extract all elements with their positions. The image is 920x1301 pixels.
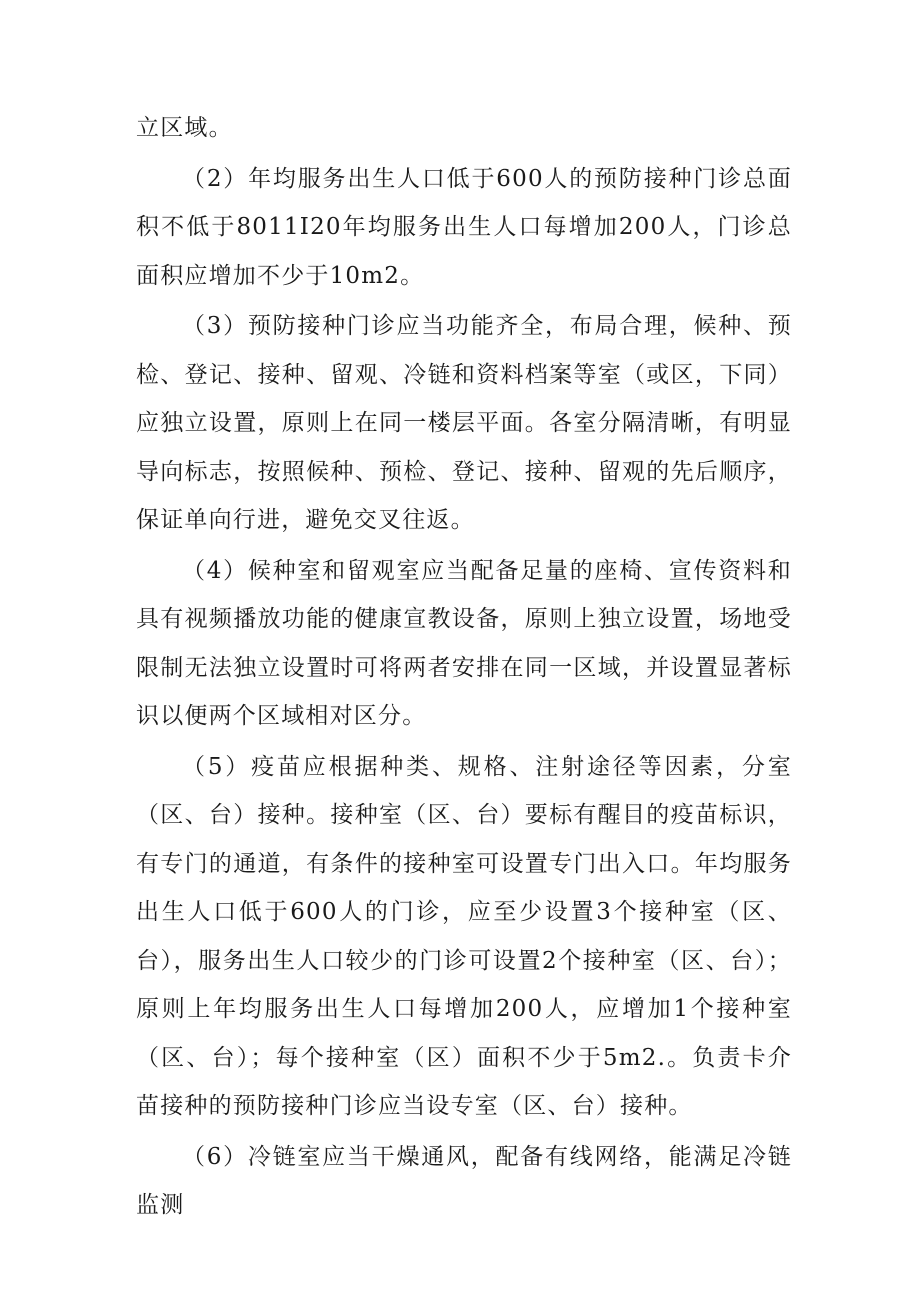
paragraph-5: （5）疫苗应根据种类、规格、注射途径等因素，分室（区、台）接种。接种室（区、台）要标有醒目的疫苗标识，有专门的通道，有条件的接种室可设置专门出入口。年均服务出生人口低于600人的门诊，应至少设置3个接种室（区、台），服务出生人口较少的门诊可设置2个接种室（区、台）；原则上年均服务出生人口每增加200人，应增加1个接种室（区、台）；每个接种室（区）面积不少于5m2.。负责卡介苗接种的预防接种门诊应当设专室（区、台）接种。 [136,753,792,1119]
paragraph-1: 立区域。 [136,115,233,141]
paragraph-3: （3）预防接种门诊应当功能齐全，布局合理，候种、预检、登记、接种、留观、冷链和资料档案等室（或区，下同）应独立设置，原则上在同一楼层平面。各室分隔清晰，有明显导向标志，按照候种、预检、登记、接种、留观的先后顺序，保证单向行进，避免交叉往返。 [136,313,792,533]
paragraph-4: （4）候种室和留观室应当配备足量的座椅、宣传资料和具有视频播放功能的健康宣教设备，原则上独立设置，场地受限制无法独立设置时可将两者安排在同一区域，并设置显著标识以便两个区域相对区分。 [136,557,792,729]
paragraph-6: （6）冷链室应当干燥通风，配备有线网络，能满足冷链监测 [136,1143,792,1218]
paragraph-2: （2）年均服务出生人口低于600人的预防接种门诊总面积不低于8011I20年均服务出生人口每增加200人，门诊总面积应增加不少于10m2。 [136,165,792,289]
document-page [136,104,792,1232]
